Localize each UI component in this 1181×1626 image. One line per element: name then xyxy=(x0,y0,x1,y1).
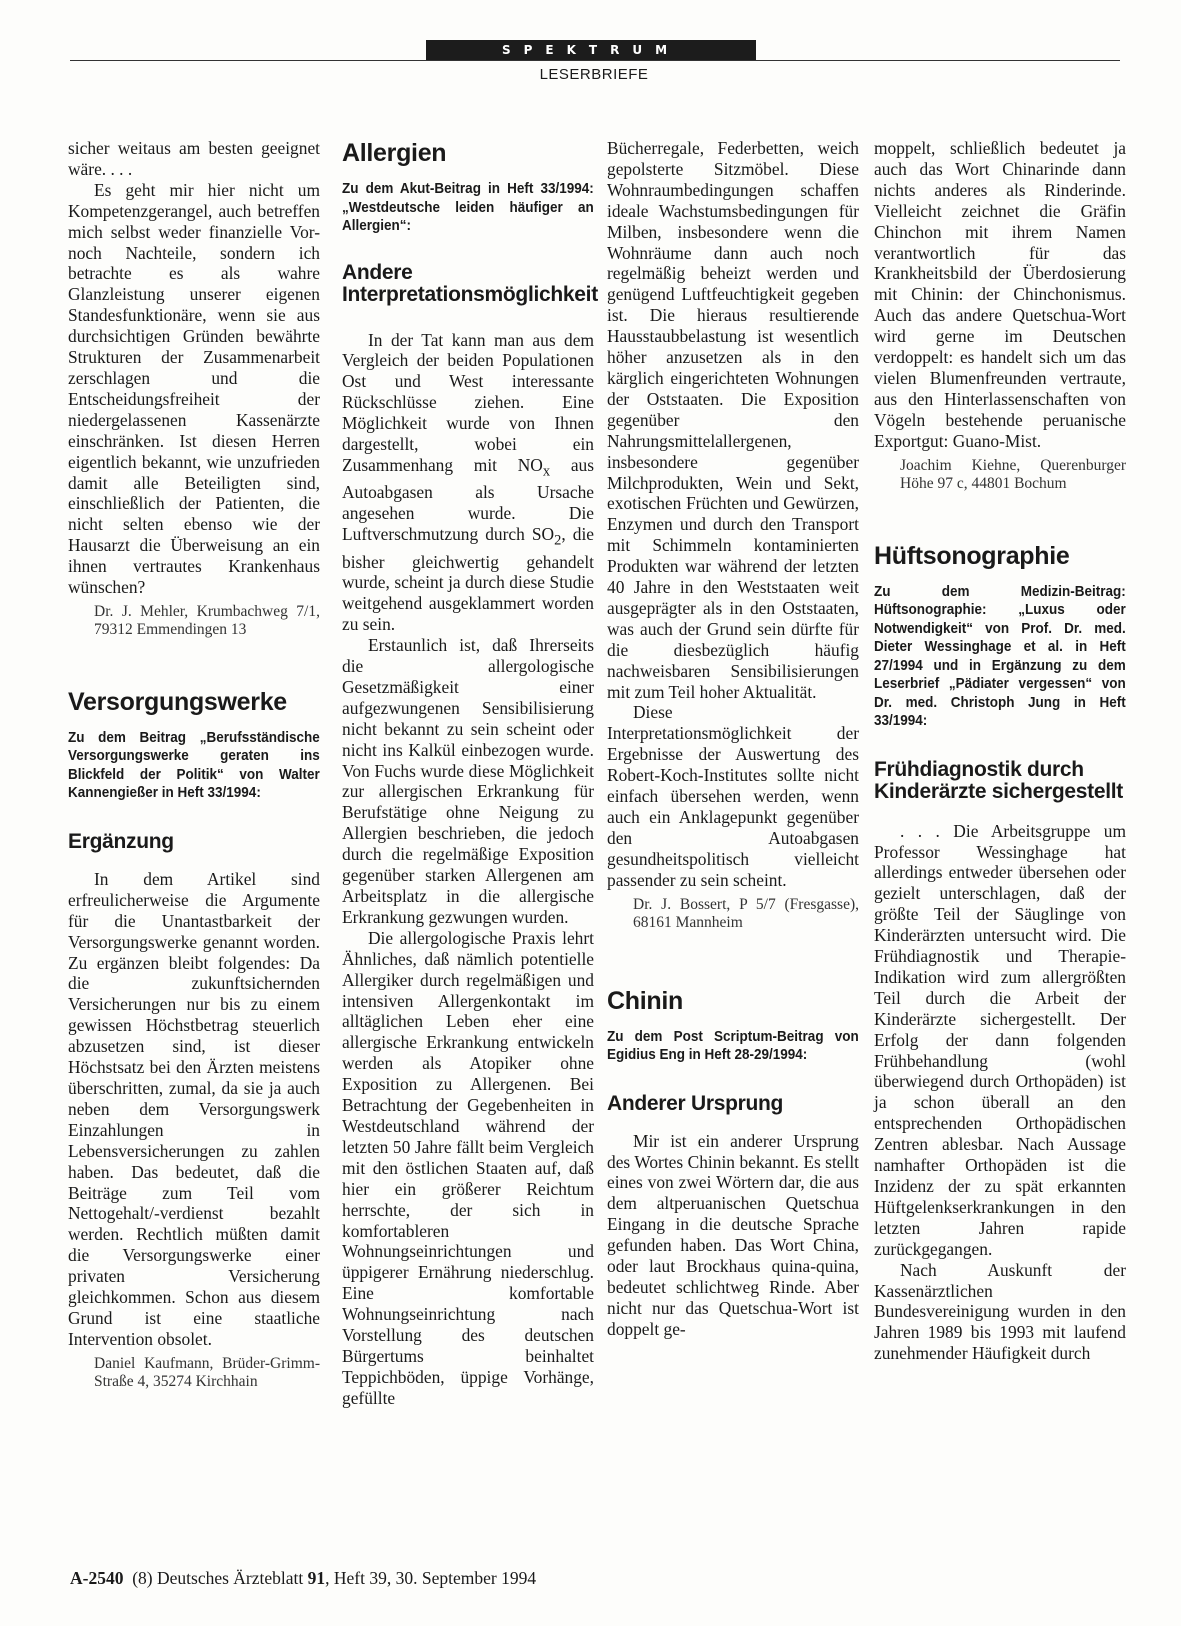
article-intro: Zu dem Medizin-Beitrag: Hüftsonographie: „Luxus oder Notwendigkeit“ von Prof. Dr. med. Dieter Wessinghage et al. in Heft 27/1994 und in Ergänzung zu dem Leserbrief „Pädiater vergessen“ von Dr. med. Christoph Jung in Heft 33/1994: xyxy=(874,582,1126,730)
article-heading: Chinin xyxy=(607,986,683,1015)
paragraph xyxy=(342,330,594,636)
section-banner: SPEKTRUM xyxy=(426,40,756,60)
paragraph: Erstaunlich ist, daß Ihrerseits die allergologische Gesetzmäßigkeit einer aufgezwungenen Sensibilisierung nicht bekannt zu sein scheint oder nicht ins Kalkül einbezogen wurde. Von Fuchs wurde diese Möglichkeit zur allergischen Erkrankung für Berufstätige ohne Neigung zu Allergien beschrieben, die jedoch durch die regelmäßige Exposition gegenüber starken Allergenen am Arbeitsplatz in die allergische Erkrankung gezwungen wurden. xyxy=(342,635,594,927)
letter-heading: Andere Interpretationsmöglichkeit xyxy=(342,260,598,306)
paragraph: In dem Artikel sind erfreulicherweise die Argumente für die Unantastbarkeit der Versorgungswerke genannt worden. Zu ergänzen bleibt folgendes: Da die zukunftsichernden Versicherungen nur bis zu einem gewissen Höchstbetrag steuerlich abzusetzen sind, ist dieser Höchstsatz bei den Ärzten meistens überschritten, zumal, da sie ja auch neben dem Versorgungswerk Einzahlungen in Lebensversicherungen zu zahlen haben. Das bedeutet, daß die Beiträge zum Teil vom Nettogehalt/-verdienst bezahlt werden. Rechtlich müßten damit die Versorgungswerke einer privaten Versicherung gleichkommen. Schon aus diesem Grund ist eine staatliche Intervention obsolet. xyxy=(68,868,320,1349)
page-code: A-2540 xyxy=(70,1568,124,1588)
article-heading: Allergien xyxy=(342,139,447,167)
paragraph: sicher weitaus am besten geeignet wäre. . . . xyxy=(68,138,320,179)
letter-heading: Frühdiagnostik durch Kinderärzte sichergestellt xyxy=(874,757,1123,803)
article-intro: Zu dem Beitrag „Berufsständische Versorgungswerke geraten ins Blickfeld der Politik“ von Walter Kannengießer in Heft 33/1994: xyxy=(68,728,320,802)
article-intro: Zu dem Post Scriptum-Beitrag von Egidius Eng in Heft 28-29/1994: xyxy=(607,1027,859,1064)
page-footer xyxy=(70,1568,536,1589)
header-rule xyxy=(70,60,1120,61)
subscript: x xyxy=(542,463,551,480)
letter-heading: Anderer Ursprung xyxy=(607,1091,784,1115)
paragraph: Die allergologische Praxis lehrt Ähnliches, daß nämlich potentielle Allergiker durch regelmäßigen und intensiven Allergenkontakt im alltäglichen Leben eher eine allergische Erkrankung entwickeln werden als Atopiker ohne Exposition zu Allergenen. Bei Betrachtung der Gegebenheiten in Westdeutschland während der letzten 50 Jahre fällt beim Vergleich mit den östlichen Staaten auf, daß hier ein größerer Reichtum herrschte, der sich in komfortableren Wohnungseinrichtungen und üppigerer Ernährung niederschlug. Eine komfortable Wohnungseinrichtung nach Vorstellung des deutschen Bürgertums beinhaltet Teppichböden, üppige Vorhänge, gefüllte xyxy=(342,927,594,1408)
subscript: 2 xyxy=(554,532,562,549)
column-3 xyxy=(607,138,859,1340)
letter-signature: Dr. J. Mehler, Krumbachweg 7/1, 79312 Emmendingen 13 xyxy=(94,602,320,638)
article-heading: Versorgungswerke xyxy=(68,687,287,716)
text-run: aus Autoabgasen als Ursache angesehen wurde. Die Luftverschmutzung durch SO xyxy=(342,454,594,545)
letter-signature: Daniel Kaufmann, Brüder-Grimm-Straße 4, 35274 Kirchhain xyxy=(94,1354,320,1390)
paragraph: Mir ist ein anderer Ursprung des Wortes Chinin bekannt. Es stellt eines von zwei Wörtern dar, die aus dem altperuanischen Quetschua Eingang in die deutsche Sprache gefunden haben. Das Wort China, oder laut Brockhaus quina-quina, bedeutet schlichtweg Rinde. Aber nicht nur das Quetschua-Wort ist doppelt ge- xyxy=(607,1130,859,1339)
column-4 xyxy=(874,138,1126,1364)
text-run: , die bisher gleichwertig gehandelt wurde, scheint ja durch diese Studie weitgehend ausgeklammert worden zu sein. xyxy=(342,524,594,635)
paragraph: Nach Auskunft der Kassenärztlichen Bundesvereinigung wurden in den Jahren 1989 bis 1993 mit laufend zunehmender Häufigkeit durch xyxy=(874,1259,1126,1364)
journal-name: (8) Deutsches Ärzteblatt xyxy=(132,1568,304,1588)
paragraph: moppelt, schließlich bedeutet ja auch das Wort Chinarinde dann nichts anderes als Rinderinde. Vielleicht zeichnet die Gräfin Chinchon mit ihrem Namen verantwortlich für das Krankheitsbild der Überdosierung mit Chinin: der Chinchonismus. Auch das andere Quetschua-Wort wird gerne im Deutschen verdoppelt: es handelt sich um das vielen Blumenfreunden vertraute, aus den Hinterlassenschaften von Vögeln bestehende peruanische Exportgut: Guano-Mist. xyxy=(874,138,1126,451)
column-1 xyxy=(68,138,320,1391)
column-2 xyxy=(342,138,598,1409)
article-intro: Zu dem Akut-Beitrag in Heft 33/1994: „Westdeutsche leiden häufiger an Allergien“: xyxy=(342,180,594,234)
text-run: In der Tat kann man aus dem Vergleich der beiden Populationen Ost und West interessante Rückschlüsse ziehen. Eine Möglichkeit wurde von Ihnen dargestellt, wobei ein Zusammenhang mit NO xyxy=(342,329,594,475)
article-heading: Hüftsonographie xyxy=(874,541,1070,570)
issue-date: , Heft 39, 30. September 1994 xyxy=(325,1568,537,1588)
section-subtitle: LESERBRIEFE xyxy=(539,66,649,83)
paragraph: . . . Die Arbeitsgruppe um Professor Wessinghage hat allerdings entweder übersehen oder gezielt unterschlagen, daß der größte Teil der Säuglinge von Kinderärzten untersucht wird. Die Frühdiagnostik und Therapie-Indikation wird zum allergrößten Teil durch die Arbeit der Kinderärzte sichergestellt. Der Erfolg der dann folgenden Frühbehandlung (wohl überwiegend durch Orthopäden) ist ja schon überall an den entsprechenden Orthopädischen Zentren ablesbar. Nach Aussage namhafter Orthopäden ist die Inzidenz der zu spät erkannten Hüftgelenkserkrankungen in den letzten Jahren rapide zurückgegangen. xyxy=(874,820,1126,1259)
letter-heading: Ergänzung xyxy=(68,829,174,853)
letter-signature: Joachim Kiehne, Querenburger Höhe 97 c, 44801 Bochum xyxy=(900,456,1126,492)
paragraph: Es geht mir hier nicht um Kompetenzgerangel, auch betreffen mich selbst weder finanzielle Vor- noch Nachteile, sondern ich betrachte es als wahre Glanzleistung unserer eigenen Standesfunktionäre, wenn sie aus durchsichtigen Gründen bewährte Strukturen der Zusammenarbeit zerschlagen und die Entscheidungsfreiheit der niedergelassenen Kassenärzte einschränken. Ist diesen Herren eigentlich bekannt, wie unzufrieden damit alle Beteiligten sind, einschließlich der Patienten, die nicht selten ebenso wie der Hausarzt die Überweisung an ein ihnen vertrautes Krankenhaus wünschen? xyxy=(68,179,320,598)
paragraph: Diese Interpretationsmöglichkeit der Ergebnisse der Auswertung des Robert-Koch-Institutes sollte nicht einfach übersehen werden, wenn auch ein Anklagepunkt gegenüber den Autoabgasen gesundheitspolitisch vielleicht passender zu sein scheint. xyxy=(607,702,859,890)
paragraph: Bücherregale, Federbetten, weich gepolsterte Sitzmöbel. Diese Wohnraumbedingungen schaffen ideale Wachstumsbedingungen für Milben, insbesondere wenn die Wohnräume dann auch noch regelmäßig beheizt werden und genügend Luftfeuchtigkeit gegeben ist. Die hieraus resultierende Hausstaubbelastung ist wesentlich höher anzusetzen als in den kärglich eingerichteten Wohnungen der Oststaaten. Die Exposition gegenüber den Nahrungsmittelallergenen, insbesondere gegenüber Milchprodukten, Wein und Sekt, exotischen Früchten und Gewürzen, Enzymen und durch den Transport mit Schimmeln kontaminierten Produkten war während der letzten 40 Jahre in den Weststaaten weit ausgeprägter als in den Oststaaten, was auch der Grund sein dürfte für die diesbezüglich häufig nachweisbaren Sensibilisierungen mit zum Teil hoher Aktualität. xyxy=(607,138,859,702)
letter-signature: Dr. J. Bossert, P 5/7 (Fresgasse), 68161 Mannheim xyxy=(633,895,859,931)
volume-number: 91 xyxy=(307,1568,326,1588)
